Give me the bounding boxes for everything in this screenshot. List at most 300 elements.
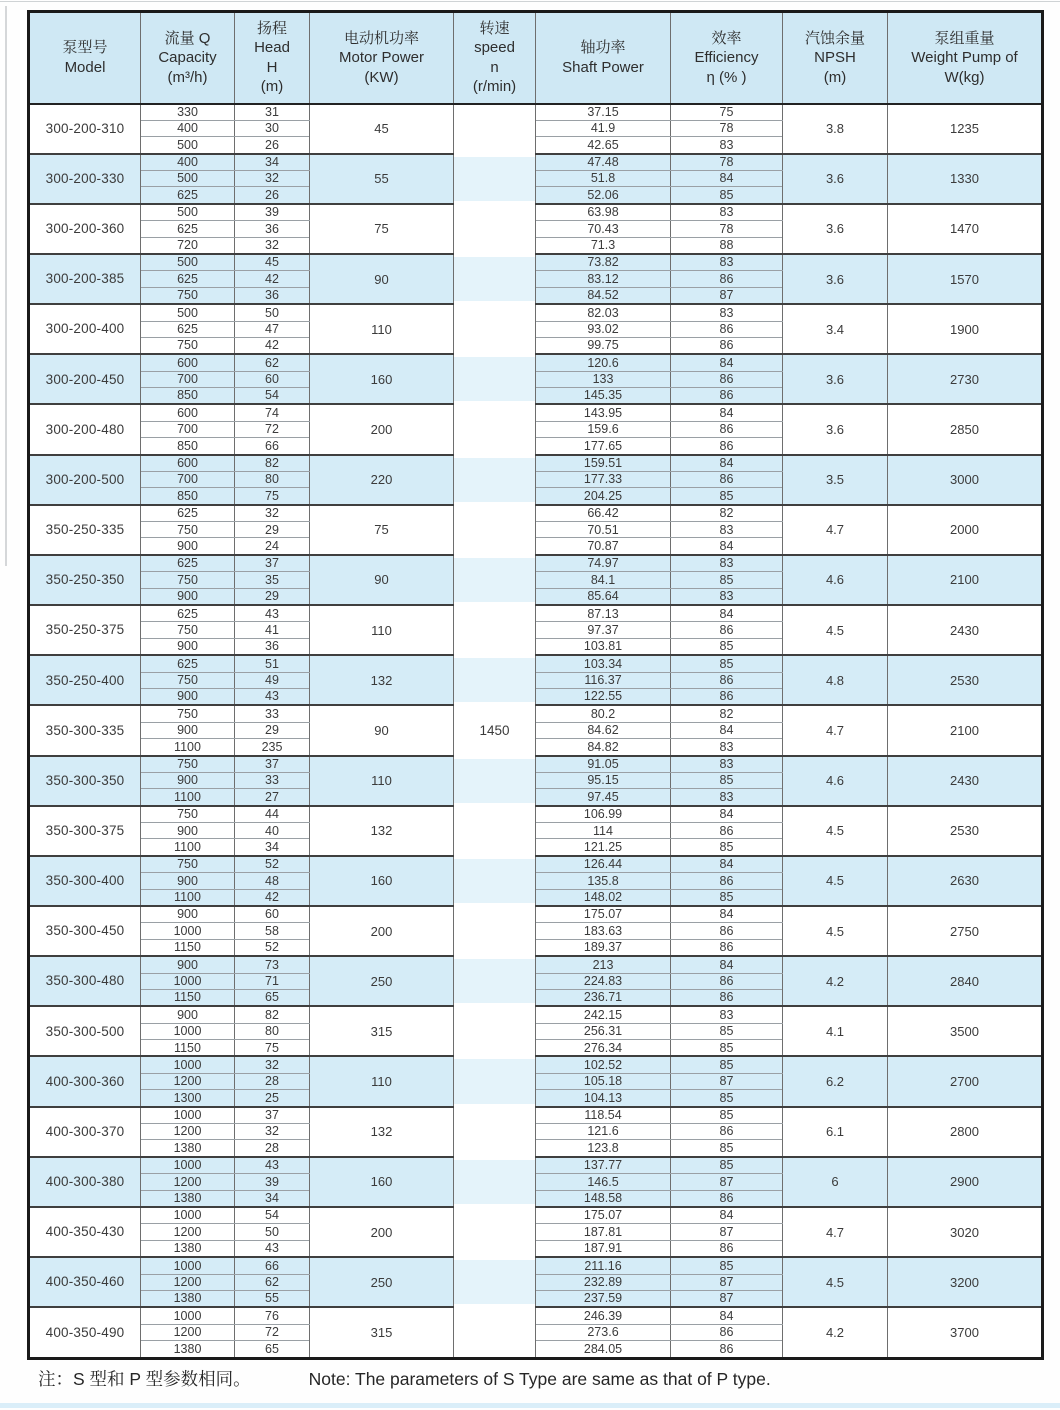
- shaft-power-cell: 122.55: [536, 688, 671, 705]
- efficiency-cell: 85: [671, 187, 783, 204]
- weight-cell: 3200: [888, 1257, 1043, 1307]
- speed-cell: [454, 304, 536, 354]
- column-header-weight: 泵组重量 Weight Pump of W(kg): [888, 12, 1043, 104]
- table-row: [29, 756, 1043, 773]
- speed-cell: [454, 1107, 536, 1157]
- head-cell: 47: [235, 321, 310, 337]
- npsh-cell: 4.5: [783, 1257, 888, 1307]
- efficiency-cell: 84: [671, 1207, 783, 1224]
- shaft-power-cell: 84.82: [536, 739, 671, 756]
- efficiency-cell: 84: [671, 455, 783, 472]
- head-cell: 72: [235, 421, 310, 437]
- head-cell: 65: [235, 989, 310, 1006]
- head-cell: 82: [235, 1006, 310, 1023]
- speed-cell: [454, 455, 536, 505]
- weight-cell: 2630: [888, 856, 1043, 906]
- capacity-cell: 625: [141, 655, 235, 672]
- head-cell: 33: [235, 772, 310, 788]
- head-cell: 58: [235, 923, 310, 939]
- table-row: [29, 555, 1043, 572]
- capacity-cell: 750: [141, 622, 235, 638]
- shaft-power-cell: 256.31: [536, 1023, 671, 1039]
- capacity-cell: 1000: [141, 973, 235, 989]
- head-cell: 48: [235, 873, 310, 889]
- shaft-power-cell: 148.02: [536, 889, 671, 906]
- efficiency-cell: 85: [671, 889, 783, 906]
- efficiency-cell: 84: [671, 956, 783, 973]
- motor-power-cell: 200: [310, 906, 454, 956]
- motor-power-cell: 315: [310, 1307, 454, 1358]
- shaft-power-cell: 213: [536, 956, 671, 973]
- motor-power-cell: 200: [310, 404, 454, 454]
- shaft-power-cell: 41.9: [536, 120, 671, 136]
- column-header-motor-power: 电动机功率 Motor Power (KW): [310, 12, 454, 104]
- efficiency-cell: 84: [671, 538, 783, 555]
- efficiency-cell: 86: [671, 688, 783, 705]
- speed-cell: [454, 856, 536, 906]
- weight-cell: 2900: [888, 1157, 1043, 1207]
- weight-cell: 2100: [888, 705, 1043, 755]
- shaft-power-cell: 204.25: [536, 488, 671, 505]
- weight-cell: 3020: [888, 1207, 1043, 1257]
- motor-power-cell: 160: [310, 856, 454, 906]
- npsh-cell: 4.1: [783, 1006, 888, 1056]
- head-cell: 32: [235, 1056, 310, 1073]
- capacity-cell: 1200: [141, 1073, 235, 1089]
- shaft-power-cell: 276.34: [536, 1040, 671, 1057]
- efficiency-cell: 83: [671, 254, 783, 271]
- head-cell: 29: [235, 722, 310, 738]
- capacity-cell: 750: [141, 522, 235, 538]
- shaft-power-cell: 211.16: [536, 1257, 671, 1274]
- motor-power-cell: 75: [310, 204, 454, 254]
- efficiency-cell: 83: [671, 789, 783, 806]
- shaft-power-cell: 104.13: [536, 1090, 671, 1107]
- capacity-cell: 500: [141, 254, 235, 271]
- efficiency-cell: 83: [671, 739, 783, 756]
- efficiency-cell: 86: [671, 1124, 783, 1140]
- head-cell: 51: [235, 655, 310, 672]
- efficiency-cell: 83: [671, 304, 783, 321]
- head-cell: 40: [235, 823, 310, 839]
- table-row: [29, 254, 1043, 271]
- shaft-power-cell: 133: [536, 371, 671, 387]
- capacity-cell: 400: [141, 120, 235, 136]
- weight-cell: 1570: [888, 254, 1043, 304]
- capacity-cell: 850: [141, 388, 235, 405]
- capacity-cell: 1100: [141, 739, 235, 756]
- efficiency-cell: 82: [671, 505, 783, 522]
- efficiency-cell: 83: [671, 522, 783, 538]
- capacity-cell: 1000: [141, 1056, 235, 1073]
- head-cell: 73: [235, 956, 310, 973]
- capacity-cell: 900: [141, 1006, 235, 1023]
- motor-power-cell: 110: [310, 605, 454, 655]
- speed-cell: [454, 1207, 536, 1257]
- efficiency-cell: 86: [671, 939, 783, 956]
- motor-power-cell: 55: [310, 154, 454, 204]
- head-cell: 28: [235, 1073, 310, 1089]
- model-cell: 300-200-310: [29, 104, 141, 154]
- speed-cell: 1450: [454, 705, 536, 755]
- capacity-cell: 625: [141, 187, 235, 204]
- shaft-power-cell: 187.91: [536, 1240, 671, 1257]
- efficiency-cell: 86: [671, 622, 783, 638]
- speed-cell: [454, 104, 536, 154]
- head-cell: 54: [235, 1207, 310, 1224]
- table-row: [29, 1157, 1043, 1174]
- shaft-power-cell: 135.8: [536, 873, 671, 889]
- weight-cell: 2430: [888, 756, 1043, 806]
- table-row: [29, 505, 1043, 522]
- capacity-cell: 500: [141, 171, 235, 187]
- capacity-cell: 1000: [141, 1207, 235, 1224]
- capacity-cell: 750: [141, 287, 235, 304]
- efficiency-cell: 84: [671, 806, 783, 823]
- motor-power-cell: 110: [310, 756, 454, 806]
- speed-cell: [454, 1307, 536, 1358]
- speed-cell: [454, 354, 536, 404]
- speed-cell: [454, 956, 536, 1006]
- table-row: [29, 1056, 1043, 1073]
- capacity-cell: 850: [141, 438, 235, 455]
- capacity-cell: 750: [141, 756, 235, 773]
- capacity-cell: 700: [141, 421, 235, 437]
- efficiency-cell: 86: [671, 438, 783, 455]
- head-cell: 24: [235, 538, 310, 555]
- shaft-power-cell: 84.52: [536, 287, 671, 304]
- capacity-cell: 1200: [141, 1124, 235, 1140]
- head-cell: 50: [235, 304, 310, 321]
- efficiency-cell: 87: [671, 287, 783, 304]
- shaft-power-cell: 47.48: [536, 154, 671, 171]
- shaft-power-cell: 121.25: [536, 839, 671, 856]
- shaft-power-cell: 121.6: [536, 1124, 671, 1140]
- head-cell: 33: [235, 705, 310, 722]
- head-cell: 50: [235, 1224, 310, 1240]
- head-cell: 32: [235, 505, 310, 522]
- efficiency-cell: 87: [671, 1174, 783, 1190]
- efficiency-cell: 82: [671, 705, 783, 722]
- efficiency-cell: 86: [671, 337, 783, 354]
- shaft-power-cell: 177.65: [536, 438, 671, 455]
- npsh-cell: 4.7: [783, 505, 888, 555]
- head-cell: 60: [235, 371, 310, 387]
- shaft-power-cell: 83.12: [536, 271, 671, 287]
- weight-cell: 3700: [888, 1307, 1043, 1358]
- shaft-power-cell: 137.77: [536, 1157, 671, 1174]
- shaft-power-cell: 116.37: [536, 672, 671, 688]
- shaft-power-cell: 95.15: [536, 772, 671, 788]
- speed-cell: [454, 154, 536, 204]
- column-header-model: 泵型号 Model: [29, 12, 141, 104]
- efficiency-cell: 83: [671, 137, 783, 154]
- efficiency-cell: 85: [671, 488, 783, 505]
- weight-cell: 2730: [888, 354, 1043, 404]
- shaft-power-cell: 87.13: [536, 605, 671, 622]
- capacity-cell: 900: [141, 906, 235, 923]
- head-cell: 39: [235, 1174, 310, 1190]
- efficiency-cell: 86: [671, 672, 783, 688]
- capacity-cell: 625: [141, 321, 235, 337]
- capacity-cell: 700: [141, 472, 235, 488]
- capacity-cell: 1000: [141, 1157, 235, 1174]
- weight-cell: 1330: [888, 154, 1043, 204]
- table-row: [29, 154, 1043, 171]
- weight-cell: 1900: [888, 304, 1043, 354]
- npsh-cell: 3.5: [783, 455, 888, 505]
- column-header-efficiency: 效率 Efficiency η (% ): [671, 12, 783, 104]
- efficiency-cell: 86: [671, 823, 783, 839]
- capacity-cell: 900: [141, 772, 235, 788]
- shaft-power-cell: 159.6: [536, 421, 671, 437]
- capacity-cell: 625: [141, 605, 235, 622]
- efficiency-cell: 85: [671, 1090, 783, 1107]
- shaft-power-cell: 175.07: [536, 1207, 671, 1224]
- efficiency-cell: 84: [671, 171, 783, 187]
- head-cell: 54: [235, 388, 310, 405]
- table-row: [29, 404, 1043, 421]
- head-cell: 28: [235, 1140, 310, 1157]
- weight-cell: 2430: [888, 605, 1043, 655]
- capacity-cell: 1000: [141, 1257, 235, 1274]
- model-cell: 350-300-400: [29, 856, 141, 906]
- capacity-cell: 750: [141, 572, 235, 588]
- shaft-power-cell: 63.98: [536, 204, 671, 221]
- head-cell: 43: [235, 688, 310, 705]
- shaft-power-cell: 236.71: [536, 989, 671, 1006]
- head-cell: 36: [235, 638, 310, 655]
- weight-cell: 3000: [888, 455, 1043, 505]
- npsh-cell: 4.5: [783, 605, 888, 655]
- model-cell: 300-200-450: [29, 354, 141, 404]
- efficiency-cell: 84: [671, 722, 783, 738]
- head-cell: 52: [235, 939, 310, 956]
- speed-cell: [454, 505, 536, 555]
- table-header-row: [29, 12, 1043, 104]
- shaft-power-cell: 183.63: [536, 923, 671, 939]
- npsh-cell: 4.6: [783, 756, 888, 806]
- capacity-cell: 1000: [141, 923, 235, 939]
- shaft-power-cell: 145.35: [536, 388, 671, 405]
- npsh-cell: 3.4: [783, 304, 888, 354]
- motor-power-cell: 200: [310, 1207, 454, 1257]
- capacity-cell: 1200: [141, 1324, 235, 1340]
- efficiency-cell: 86: [671, 421, 783, 437]
- shaft-power-cell: 84.1: [536, 572, 671, 588]
- shaft-power-cell: 70.87: [536, 538, 671, 555]
- table-row: [29, 455, 1043, 472]
- shaft-power-cell: 103.34: [536, 655, 671, 672]
- capacity-cell: 1000: [141, 1023, 235, 1039]
- capacity-cell: 1150: [141, 1040, 235, 1057]
- efficiency-cell: 86: [671, 388, 783, 405]
- head-cell: 49: [235, 672, 310, 688]
- capacity-cell: 625: [141, 505, 235, 522]
- head-cell: 32: [235, 1124, 310, 1140]
- shaft-power-cell: 80.2: [536, 705, 671, 722]
- motor-power-cell: 132: [310, 806, 454, 856]
- npsh-cell: 6.1: [783, 1107, 888, 1157]
- npsh-cell: 3.8: [783, 104, 888, 154]
- model-cell: 350-300-335: [29, 705, 141, 755]
- table-row: [29, 956, 1043, 973]
- npsh-cell: 3.6: [783, 404, 888, 454]
- efficiency-cell: 84: [671, 354, 783, 371]
- npsh-cell: 3.6: [783, 204, 888, 254]
- npsh-cell: 4.2: [783, 956, 888, 1006]
- shaft-power-cell: 118.54: [536, 1107, 671, 1124]
- head-cell: 72: [235, 1324, 310, 1340]
- capacity-cell: 750: [141, 337, 235, 354]
- npsh-cell: 4.5: [783, 906, 888, 956]
- weight-cell: 2530: [888, 655, 1043, 705]
- efficiency-cell: 86: [671, 472, 783, 488]
- shaft-power-cell: 73.82: [536, 254, 671, 271]
- capacity-cell: 600: [141, 404, 235, 421]
- capacity-cell: 1000: [141, 1307, 235, 1324]
- head-cell: 65: [235, 1340, 310, 1358]
- head-cell: 66: [235, 438, 310, 455]
- motor-power-cell: 45: [310, 104, 454, 154]
- head-cell: 41: [235, 622, 310, 638]
- model-cell: 400-300-380: [29, 1157, 141, 1207]
- shaft-power-cell: 84.62: [536, 722, 671, 738]
- capacity-cell: 500: [141, 304, 235, 321]
- speed-cell: [454, 906, 536, 956]
- shaft-power-cell: 106.99: [536, 806, 671, 823]
- shaft-power-cell: 74.97: [536, 555, 671, 572]
- table-row: [29, 1307, 1043, 1324]
- capacity-cell: 900: [141, 722, 235, 738]
- shaft-power-cell: 70.43: [536, 221, 671, 237]
- model-cell: 350-300-480: [29, 956, 141, 1006]
- table-row: [29, 856, 1043, 873]
- motor-power-cell: 132: [310, 655, 454, 705]
- head-cell: 35: [235, 572, 310, 588]
- capacity-cell: 900: [141, 538, 235, 555]
- shaft-power-cell: 146.5: [536, 1174, 671, 1190]
- column-header-shaft-power: 轴功率 Shaft Power: [536, 12, 671, 104]
- efficiency-cell: 85: [671, 1140, 783, 1157]
- npsh-cell: 4.2: [783, 1307, 888, 1358]
- model-cell: 350-250-335: [29, 505, 141, 555]
- table-row: [29, 354, 1043, 371]
- motor-power-cell: 75: [310, 505, 454, 555]
- efficiency-cell: 87: [671, 1290, 783, 1307]
- efficiency-cell: 86: [671, 321, 783, 337]
- shaft-power-cell: 159.51: [536, 455, 671, 472]
- shaft-power-cell: 148.58: [536, 1190, 671, 1207]
- speed-cell: [454, 756, 536, 806]
- shaft-power-cell: 187.81: [536, 1224, 671, 1240]
- head-cell: 43: [235, 605, 310, 622]
- efficiency-cell: 84: [671, 856, 783, 873]
- head-cell: 75: [235, 488, 310, 505]
- efficiency-cell: 85: [671, 1040, 783, 1057]
- shaft-power-cell: 82.03: [536, 304, 671, 321]
- npsh-cell: 4.8: [783, 655, 888, 705]
- head-cell: 37: [235, 756, 310, 773]
- head-cell: 26: [235, 187, 310, 204]
- model-cell: 400-300-360: [29, 1056, 141, 1106]
- shaft-power-cell: 224.83: [536, 973, 671, 989]
- efficiency-cell: 85: [671, 1056, 783, 1073]
- efficiency-cell: 85: [671, 1257, 783, 1274]
- speed-cell: [454, 404, 536, 454]
- capacity-cell: 700: [141, 371, 235, 387]
- head-cell: 34: [235, 839, 310, 856]
- head-cell: 36: [235, 221, 310, 237]
- table-row: [29, 204, 1043, 221]
- capacity-cell: 900: [141, 638, 235, 655]
- weight-cell: 2100: [888, 555, 1043, 605]
- efficiency-cell: 86: [671, 1240, 783, 1257]
- head-cell: 29: [235, 522, 310, 538]
- table-row: [29, 705, 1043, 722]
- model-cell: 400-350-460: [29, 1257, 141, 1307]
- npsh-cell: 4.6: [783, 555, 888, 605]
- motor-power-cell: 132: [310, 1107, 454, 1157]
- shaft-power-cell: 123.8: [536, 1140, 671, 1157]
- head-cell: 26: [235, 137, 310, 154]
- weight-cell: 2700: [888, 1056, 1043, 1106]
- speed-cell: [454, 555, 536, 605]
- model-cell: 350-250-400: [29, 655, 141, 705]
- shaft-power-cell: 85.64: [536, 588, 671, 605]
- capacity-cell: 500: [141, 137, 235, 154]
- head-cell: 36: [235, 287, 310, 304]
- capacity-cell: 1300: [141, 1090, 235, 1107]
- shaft-power-cell: 189.37: [536, 939, 671, 956]
- capacity-cell: 600: [141, 455, 235, 472]
- shaft-power-cell: 97.45: [536, 789, 671, 806]
- head-cell: 34: [235, 1190, 310, 1207]
- head-cell: 80: [235, 472, 310, 488]
- shaft-power-cell: 93.02: [536, 321, 671, 337]
- speed-cell: [454, 1056, 536, 1106]
- footer-note-zh: 注：S 型和 P 型参数相同。: [38, 1369, 251, 1389]
- table-row: [29, 104, 1043, 121]
- model-cell: 350-300-350: [29, 756, 141, 806]
- model-cell: 350-250-350: [29, 555, 141, 605]
- capacity-cell: 750: [141, 856, 235, 873]
- head-cell: 60: [235, 906, 310, 923]
- shaft-power-cell: 42.65: [536, 137, 671, 154]
- capacity-cell: 1380: [141, 1290, 235, 1307]
- motor-power-cell: 315: [310, 1006, 454, 1056]
- capacity-cell: 1000: [141, 1107, 235, 1124]
- shaft-power-cell: 114: [536, 823, 671, 839]
- model-cell: 400-350-490: [29, 1307, 141, 1358]
- scan-edge-left: [5, 6, 7, 566]
- head-cell: 235: [235, 739, 310, 756]
- weight-cell: 2530: [888, 806, 1043, 856]
- head-cell: 30: [235, 120, 310, 136]
- capacity-cell: 600: [141, 354, 235, 371]
- shaft-power-cell: 273.6: [536, 1324, 671, 1340]
- capacity-cell: 900: [141, 956, 235, 973]
- shaft-power-cell: 51.8: [536, 171, 671, 187]
- table-row: [29, 605, 1043, 622]
- efficiency-cell: 84: [671, 605, 783, 622]
- efficiency-cell: 85: [671, 638, 783, 655]
- efficiency-cell: 78: [671, 221, 783, 237]
- weight-cell: 2000: [888, 505, 1043, 555]
- speed-cell: [454, 1257, 536, 1307]
- head-cell: 76: [235, 1307, 310, 1324]
- model-cell: 300-200-480: [29, 404, 141, 454]
